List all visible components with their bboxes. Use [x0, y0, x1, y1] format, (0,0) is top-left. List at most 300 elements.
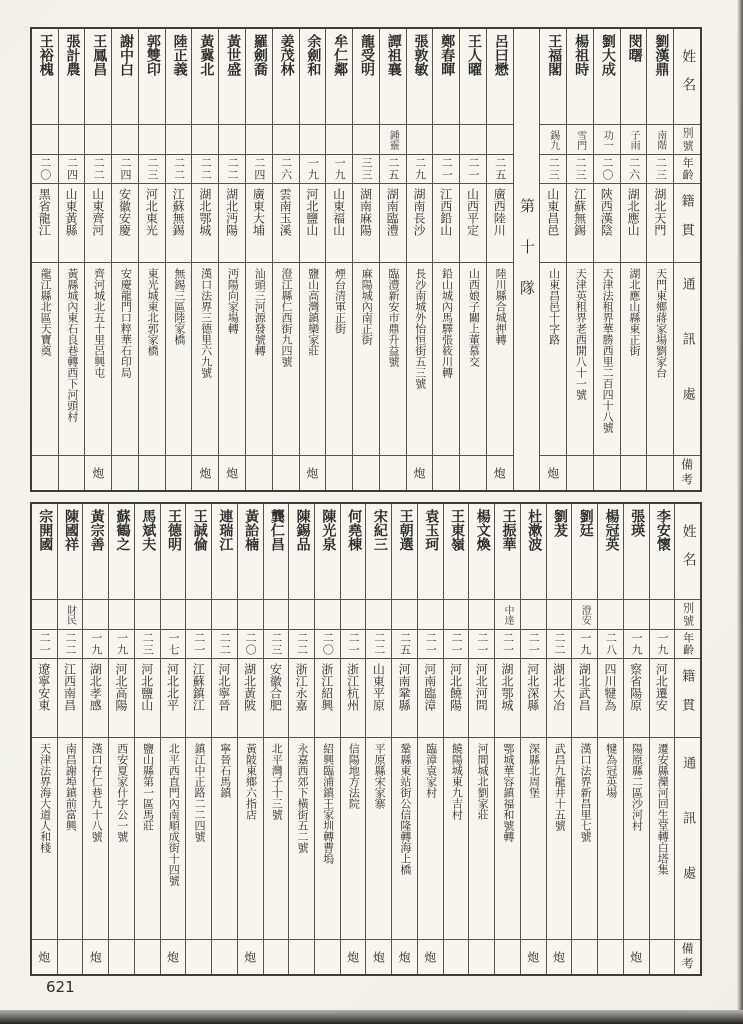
squad-divider-column [513, 29, 540, 490]
person-age: 二一 [521, 629, 546, 658]
person-remarks [246, 455, 272, 490]
person-address: 麻陽城內南正街 [353, 262, 379, 455]
person-age: 二一 [495, 629, 520, 658]
person-address: 山東昌邑十字路 [540, 262, 566, 455]
person-remarks: 炮 [161, 939, 186, 974]
person-alias [112, 124, 138, 154]
person-column [288, 504, 314, 974]
person-name: 宋紀三 [371, 509, 387, 551]
person-remarks [135, 939, 160, 974]
person-address: 南昌謝埠鎮前富興 [58, 737, 83, 939]
person-address: 漢口存仁巷九十八號 [83, 737, 108, 939]
person-native-place: 湖南臨澧 [380, 183, 406, 262]
person-name: 羅劍喬 [251, 34, 267, 76]
person-name: 王朝選 [397, 509, 413, 551]
person-alias [289, 599, 314, 629]
person-column [57, 504, 83, 974]
person-remarks [567, 455, 593, 490]
person-native-place: 河北深縣 [521, 658, 546, 737]
person-native-place: 山東平原 [366, 658, 391, 737]
person-column [263, 504, 289, 974]
person-remarks: 炮 [341, 939, 366, 974]
person-column [649, 504, 675, 974]
person-age: 一九 [300, 154, 326, 183]
person-address: 鹽山高灣鎮欒家莊 [300, 262, 326, 455]
column-header-native-place: 籍貫 [674, 183, 700, 262]
person-age: 二三 [647, 154, 673, 183]
person-age: 二四 [112, 154, 138, 183]
person-alias: 子雨 [621, 124, 647, 154]
person-column [82, 504, 108, 974]
person-age: 二〇 [315, 629, 340, 658]
person-alias: 財民 [58, 599, 83, 629]
person-native-place: 河北饒陽 [444, 658, 469, 737]
person-native-place: 河北高陽 [109, 658, 134, 737]
person-name: 張計農 [64, 34, 80, 76]
person-name: 楊祖時 [573, 34, 589, 76]
person-native-place: 山東齊河 [85, 183, 111, 262]
person-age: 二〇 [32, 154, 58, 183]
person-column [211, 504, 237, 974]
person-address: 天津法界海大道人和棧 [32, 737, 57, 939]
person-alias [315, 599, 340, 629]
person-native-place: 湖北大冶 [547, 658, 572, 737]
roster-table-lower [30, 502, 702, 976]
person-remarks: 炮 [238, 939, 263, 974]
person-alias [326, 124, 352, 154]
person-native-place: 湖北沔陽 [219, 183, 245, 262]
person-remarks [212, 939, 237, 974]
person-column [160, 504, 186, 974]
person-alias [166, 124, 192, 154]
person-age: 二六 [273, 154, 299, 183]
person-alias [85, 124, 111, 154]
person-remarks [621, 455, 647, 490]
person-remarks: 炮 [392, 939, 417, 974]
person-address: 龍江縣北區天寶奠 [32, 262, 58, 455]
person-column [468, 504, 494, 974]
person-age: 二二 [85, 154, 111, 183]
person-remarks [647, 455, 673, 490]
person-age: 二〇 [238, 629, 263, 658]
person-name: 楊冠英 [603, 509, 619, 551]
person-column [299, 29, 326, 490]
person-name: 劉大成 [599, 34, 615, 76]
person-native-place: 河北東光 [139, 183, 165, 262]
person-alias [598, 599, 623, 629]
person-alias: 鍾靈 [380, 124, 406, 154]
person-remarks: 炮 [85, 455, 111, 490]
person-name: 陳光泉 [320, 509, 336, 551]
person-column [443, 504, 469, 974]
person-address: 寧晉石馬鎮 [212, 737, 237, 939]
person-native-place: 湖北鄂城 [192, 183, 218, 262]
person-remarks [109, 939, 134, 974]
person-age: 二一 [186, 629, 211, 658]
person-name: 劉廷 [577, 509, 593, 537]
person-alias [32, 124, 58, 154]
person-column [391, 504, 417, 974]
person-address: 永嘉西郊下橫街五二號 [289, 737, 314, 939]
person-native-place: 河北鹽山 [135, 658, 160, 737]
person-column [623, 504, 649, 974]
person-column [111, 29, 138, 490]
person-age: 二四 [246, 154, 272, 183]
person-remarks [495, 939, 520, 974]
person-name: 黃詒楠 [243, 509, 259, 551]
person-name: 牟仁鄰 [332, 34, 348, 76]
person-native-place: 湖北武昌 [572, 658, 597, 737]
person-name: 王裕槐 [37, 34, 53, 76]
person-alias [353, 124, 379, 154]
person-name: 宗開國 [37, 509, 53, 551]
person-native-place: 湖北天門 [647, 183, 673, 262]
person-age: 二一 [433, 154, 459, 183]
person-address: 臨漳袁家村 [418, 737, 443, 939]
person-alias [650, 599, 675, 629]
person-remarks [58, 939, 83, 974]
person-address: 北平灣子十三號 [264, 737, 289, 939]
person-alias [444, 599, 469, 629]
person-name: 陳錫品 [294, 509, 310, 551]
person-alias [547, 599, 572, 629]
person-alias [521, 599, 546, 629]
person-address: 鉛山城內馬驛張筱川轉 [433, 262, 459, 455]
person-age: 二六 [621, 154, 647, 183]
person-alias [109, 599, 134, 629]
person-name: 謝中白 [118, 34, 134, 76]
person-address: 山西娘子關上董慕交 [460, 262, 486, 455]
person-age: 一七 [161, 629, 186, 658]
person-name: 連瑞江 [217, 509, 233, 551]
column-header-native-place: 籍貫 [675, 658, 700, 737]
person-remarks: 炮 [32, 939, 57, 974]
person-remarks [32, 455, 58, 490]
person-name: 龔仁昌 [268, 509, 284, 551]
person-column [459, 29, 486, 490]
person-age: 三三 [353, 154, 379, 183]
person-age: 二二 [366, 629, 391, 658]
person-native-place: 江西鉛山 [433, 183, 459, 262]
person-age: 二〇 [594, 154, 620, 183]
person-remarks [273, 455, 299, 490]
column-header-age: 年齡 [675, 629, 700, 658]
column-header-alias: 別號 [675, 599, 700, 629]
column-header-alias: 別號 [674, 124, 700, 154]
person-address: 東光城東北郭家橋 [139, 262, 165, 455]
person-age: 二一 [460, 154, 486, 183]
person-remarks: 炮 [487, 455, 513, 490]
person-remarks [264, 939, 289, 974]
squad-divider-label: 第十隊 [518, 198, 535, 321]
person-column [134, 504, 160, 974]
person-address: 鹽山縣第一區馬莊 [135, 737, 160, 939]
person-address: 沔陽向家場轉 [219, 262, 245, 455]
person-remarks: 炮 [407, 455, 433, 490]
person-name: 王福閣 [546, 34, 562, 76]
person-native-place: 河南臨漳 [418, 658, 443, 737]
person-column [486, 29, 513, 490]
person-native-place: 山東黃縣 [59, 183, 85, 262]
person-name: 張敦敏 [412, 34, 428, 76]
person-column [165, 29, 192, 490]
person-native-place: 廣西陸川 [487, 183, 513, 262]
person-native-place: 浙江紹興 [315, 658, 340, 737]
person-name: 楊文煥 [474, 509, 490, 551]
person-column [571, 504, 597, 974]
person-alias [59, 124, 85, 154]
person-address: 河間城北劉家莊 [469, 737, 494, 939]
person-alias [273, 124, 299, 154]
person-native-place: 江西南昌 [58, 658, 83, 737]
person-address: 紹興臨浦鎮王家圳轉曹塢 [315, 737, 340, 939]
person-remarks [315, 939, 340, 974]
person-remarks: 炮 [418, 939, 443, 974]
person-age: 二三 [139, 154, 165, 183]
person-name: 黃世盛 [225, 34, 241, 76]
person-alias [624, 599, 649, 629]
person-name: 陸正義 [171, 34, 187, 76]
person-name: 劉漢鼎 [653, 34, 669, 76]
person-address: 天津法租界華勝西里二百四十八號 [594, 262, 620, 455]
person-alias [212, 599, 237, 629]
person-column [191, 29, 218, 490]
person-column [185, 504, 211, 974]
person-remarks: 炮 [192, 455, 218, 490]
person-name: 譚祖襄 [385, 34, 401, 76]
person-alias [341, 599, 366, 629]
scan-edge-bottom [0, 1010, 743, 1024]
person-column [245, 29, 272, 490]
person-age: 二三 [540, 154, 566, 183]
person-alias [433, 124, 459, 154]
person-name: 李安懷 [654, 509, 670, 551]
person-address: 鎮江中正路二二四號 [186, 737, 211, 939]
person-age: 一九 [624, 629, 649, 658]
person-native-place: 浙江永嘉 [289, 658, 314, 737]
person-alias [161, 599, 186, 629]
person-column [58, 29, 85, 490]
person-name: 陳國祥 [63, 509, 79, 551]
person-name: 王東嶺 [449, 509, 465, 551]
person-name: 王德明 [165, 509, 181, 551]
column-header-remarks: 備考 [675, 939, 700, 974]
person-address: 無錫三區陸家橋 [166, 262, 192, 455]
person-native-place: 江蘇無錫 [567, 183, 593, 262]
person-remarks [289, 939, 314, 974]
person-address: 鞏縣東站街公信隆轉海上橋 [392, 737, 417, 939]
person-name: 黃宗善 [88, 509, 104, 551]
person-name: 黃冀北 [198, 34, 214, 76]
person-alias [366, 599, 391, 629]
person-age: 一九 [572, 629, 597, 658]
person-alias [219, 124, 245, 154]
person-address: 陸川縣合城押轉 [487, 262, 513, 455]
person-column [593, 29, 620, 490]
person-address: 黃縣城內東石良巷轉西下河頭村 [59, 262, 85, 455]
person-column [314, 504, 340, 974]
person-name: 杜漱波 [526, 509, 542, 551]
person-alias [192, 124, 218, 154]
person-address: 長沙南城外怡恒街五三號 [407, 262, 433, 455]
person-age: 二五 [392, 629, 417, 658]
person-name: 馬斌夫 [140, 509, 156, 551]
person-remarks [572, 939, 597, 974]
person-alias [407, 124, 433, 154]
person-age: 二九 [407, 154, 433, 183]
person-alias [418, 599, 443, 629]
person-remarks [353, 455, 379, 490]
column-header-age: 年齡 [674, 154, 700, 183]
person-age: 二三 [567, 154, 593, 183]
person-column [520, 504, 546, 974]
person-native-place: 湖北鄂城 [495, 658, 520, 737]
person-alias: 雪門 [567, 124, 593, 154]
person-address: 漢口法界新昌里七號 [572, 737, 597, 939]
person-column [417, 504, 443, 974]
person-native-place: 山東昌邑 [540, 183, 566, 262]
person-age: 一九 [326, 154, 352, 183]
person-alias: 錫九 [540, 124, 566, 154]
person-column [620, 29, 647, 490]
person-native-place: 山西平定 [460, 183, 486, 262]
person-column [546, 504, 572, 974]
person-remarks: 炮 [624, 939, 649, 974]
person-native-place: 廣東大埔 [246, 183, 272, 262]
person-alias [186, 599, 211, 629]
person-address: 黃陂東鄉六指店 [238, 737, 263, 939]
person-address: 西安夏家什字公一號 [109, 737, 134, 939]
header-column [674, 504, 700, 974]
person-column [325, 29, 352, 490]
person-name: 王鳳昌 [91, 34, 107, 76]
person-alias [487, 124, 513, 154]
person-native-place: 河北鹽山 [300, 183, 326, 262]
person-native-place: 陝西漢陰 [594, 183, 620, 262]
person-age: 一九 [109, 629, 134, 658]
person-address: 北平西直門內南順成街十四號 [161, 737, 186, 939]
person-native-place: 河北寧晉 [212, 658, 237, 737]
person-alias [460, 124, 486, 154]
person-remarks [460, 455, 486, 490]
person-column [237, 504, 263, 974]
person-remarks [380, 455, 406, 490]
person-native-place: 江蘇鎮江 [186, 658, 211, 737]
person-age: 二三 [135, 629, 160, 658]
person-age: 二一 [444, 629, 469, 658]
person-native-place: 浙江杭州 [341, 658, 366, 737]
person-address: 饒陽城東九吉村 [444, 737, 469, 939]
person-alias [246, 124, 272, 154]
person-column [32, 504, 57, 974]
person-alias [32, 599, 57, 629]
person-address: 天津英租界老西開八十一號 [567, 262, 593, 455]
person-name: 劉茇 [551, 509, 567, 537]
person-name: 郭雙印 [144, 34, 160, 76]
person-column [32, 29, 58, 490]
person-remarks [186, 939, 211, 974]
person-native-place: 察省陽原 [624, 658, 649, 737]
column-header-address: 通訊處 [675, 737, 700, 939]
person-age: 二八 [598, 629, 623, 658]
person-remarks [469, 939, 494, 974]
person-native-place: 黑省龍江 [32, 183, 58, 262]
person-name: 龍受明 [358, 34, 374, 76]
header-column [673, 29, 700, 490]
person-name: 張瑛 [629, 509, 645, 537]
person-remarks: 炮 [547, 939, 572, 974]
person-native-place: 遼寧安東 [32, 658, 57, 737]
column-header-name: 姓名 [680, 523, 696, 580]
person-remarks [166, 455, 192, 490]
person-column [218, 29, 245, 490]
person-column [494, 504, 520, 974]
person-remarks: 炮 [219, 455, 245, 490]
person-alias [392, 599, 417, 629]
person-column [379, 29, 406, 490]
person-native-place: 河北河間 [469, 658, 494, 737]
person-remarks [59, 455, 85, 490]
person-column [272, 29, 299, 490]
person-remarks: 炮 [366, 939, 391, 974]
person-alias [139, 124, 165, 154]
person-column [432, 29, 459, 490]
person-remarks [598, 939, 623, 974]
person-address: 漢口法界三德里六九號 [192, 262, 218, 455]
column-header-name: 姓名 [680, 48, 696, 105]
person-name: 閔曙 [626, 34, 642, 62]
person-column [352, 29, 379, 490]
person-remarks [433, 455, 459, 490]
person-remarks: 炮 [521, 939, 546, 974]
person-remarks: 炮 [83, 939, 108, 974]
person-alias: 澄安 [572, 599, 597, 629]
person-age: 二二 [547, 629, 572, 658]
person-age: 二二 [219, 154, 245, 183]
person-age: 二二 [212, 629, 237, 658]
person-age: 二一 [469, 629, 494, 658]
person-alias: 南階 [647, 124, 673, 154]
person-native-place: 山東福山 [326, 183, 352, 262]
person-address: 澄江縣仁西街九四號 [273, 262, 299, 455]
person-native-place: 湖北孝感 [83, 658, 108, 737]
person-age: 二五 [487, 154, 513, 183]
person-name: 鄭春暉 [439, 34, 455, 76]
person-age: 一九 [650, 629, 675, 658]
person-native-place: 湖南長沙 [407, 183, 433, 262]
person-alias [135, 599, 160, 629]
person-native-place: 江蘇無錫 [166, 183, 192, 262]
person-address: 汕頭三河源發號轉 [246, 262, 272, 455]
person-age: 二一 [32, 629, 57, 658]
person-native-place: 湖南麻陽 [353, 183, 379, 262]
person-remarks: 炮 [540, 455, 566, 490]
person-address: 安慶龍門口粹華石印局 [112, 262, 138, 455]
person-native-place: 雲南玉溪 [273, 183, 299, 262]
person-alias [469, 599, 494, 629]
person-address: 武昌九龍井十五號 [547, 737, 572, 939]
person-address: 湖北應山縣東正街 [621, 262, 647, 455]
person-address: 陽原縣二區沙河村 [624, 737, 649, 939]
person-native-place: 湖北黃陂 [238, 658, 263, 737]
person-name: 王誠倫 [191, 509, 207, 551]
person-native-place: 河南鞏縣 [392, 658, 417, 737]
person-alias [83, 599, 108, 629]
roster-table-upper [30, 27, 702, 492]
person-remarks [444, 939, 469, 974]
column-header-address: 通訊處 [674, 262, 700, 455]
person-address: 深縣北周堡 [521, 737, 546, 939]
